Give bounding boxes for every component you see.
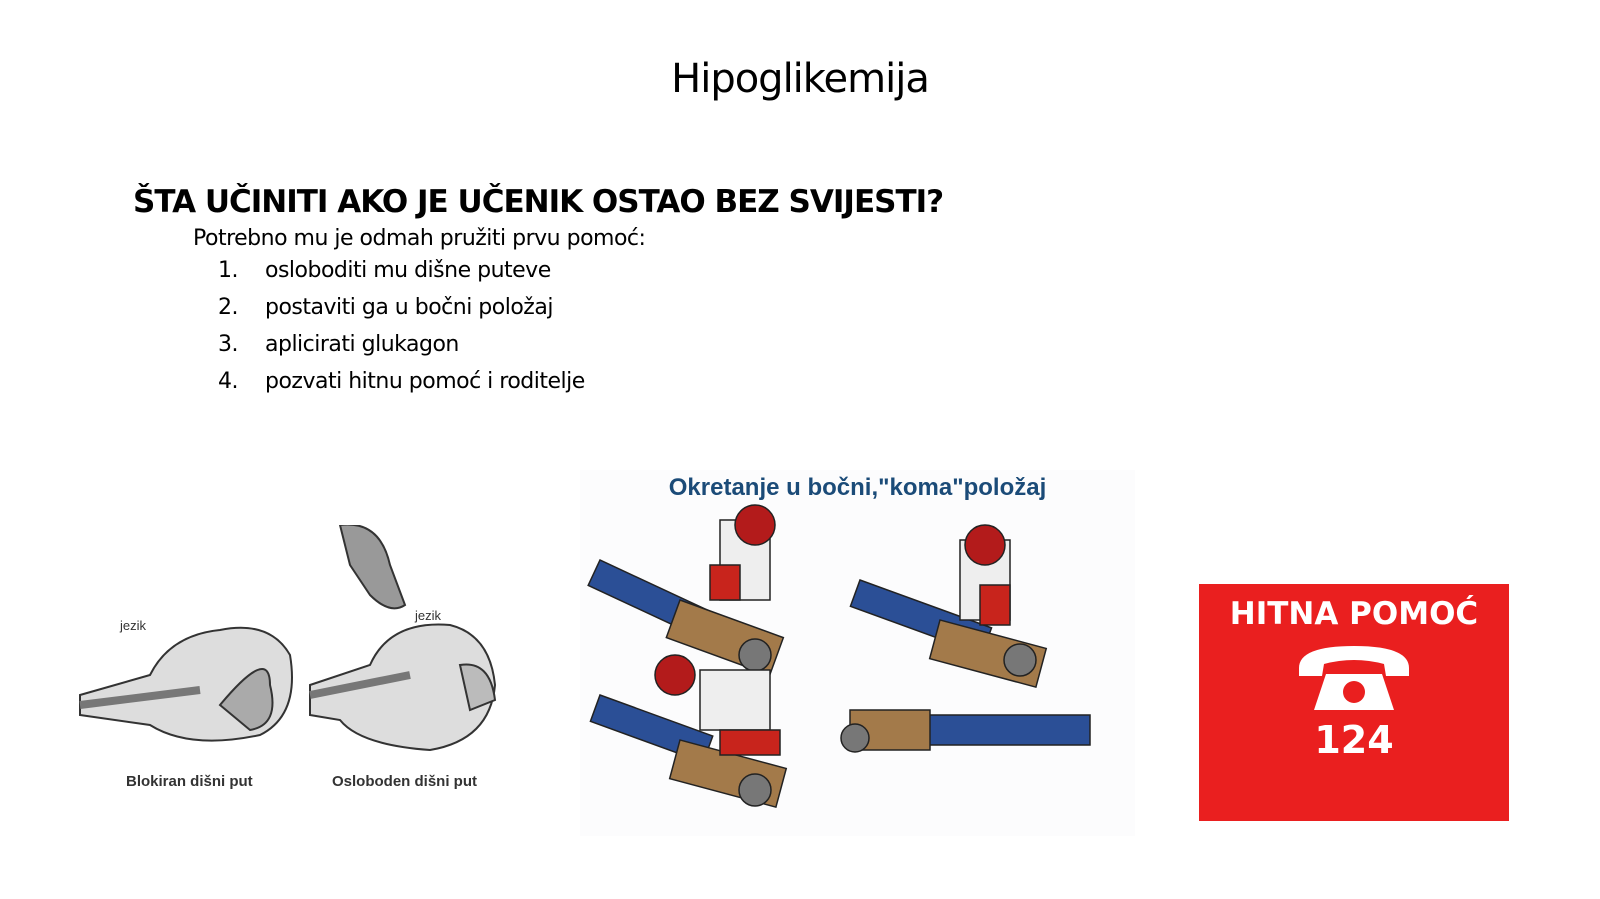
emergency-number: 124 (1314, 718, 1394, 762)
slide-title: Hipoglikemija (671, 56, 929, 102)
list-item (218, 369, 585, 406)
step-number: 4. (218, 369, 238, 394)
recovery-position-drawing (580, 470, 1135, 836)
list-item (218, 258, 585, 295)
figure-step-4 (841, 710, 1090, 752)
step-number: 2. (218, 295, 238, 320)
recovery-position-illustration (580, 470, 1135, 836)
intro-text: Potrebno mu je odmah pružiti prvu pomoć: (193, 226, 646, 251)
airway-drawing (70, 525, 520, 765)
step-text: aplicirati glukagon (265, 332, 459, 357)
step-number: 1. (218, 258, 238, 283)
step-text: postaviti ga u bočni položaj (265, 295, 553, 320)
tongue-label-left: jezik (120, 618, 147, 633)
telephone-icon (1294, 638, 1414, 718)
emergency-sign (1199, 584, 1509, 821)
figure-step-3 (590, 655, 786, 807)
step-text: pozvati hitnu pomoć i roditelje (265, 369, 585, 394)
slide-heading: ŠTA UČINITI AKO JE UČENIK OSTAO BEZ SVIJESTI? (133, 184, 944, 220)
emergency-sign-title: HITNA POMOĆ (1229, 596, 1479, 632)
recovery-image-title: Okretanje u bočni,"koma"položaj (668, 474, 1047, 501)
caption-open-airway: Osloboden dišni put (332, 773, 477, 790)
airway-illustration (70, 525, 520, 805)
list-item (218, 332, 585, 369)
figure-step-1 (588, 505, 783, 675)
steps-list (218, 258, 585, 406)
caption-blocked-airway: Blokiran dišni put (126, 773, 253, 790)
step-text: osloboditi mu dišne puteve (265, 258, 551, 283)
step-number: 3. (218, 332, 238, 357)
figure-step-2 (850, 525, 1046, 687)
list-item (218, 295, 585, 332)
tongue-label-right: jezik (415, 608, 442, 623)
